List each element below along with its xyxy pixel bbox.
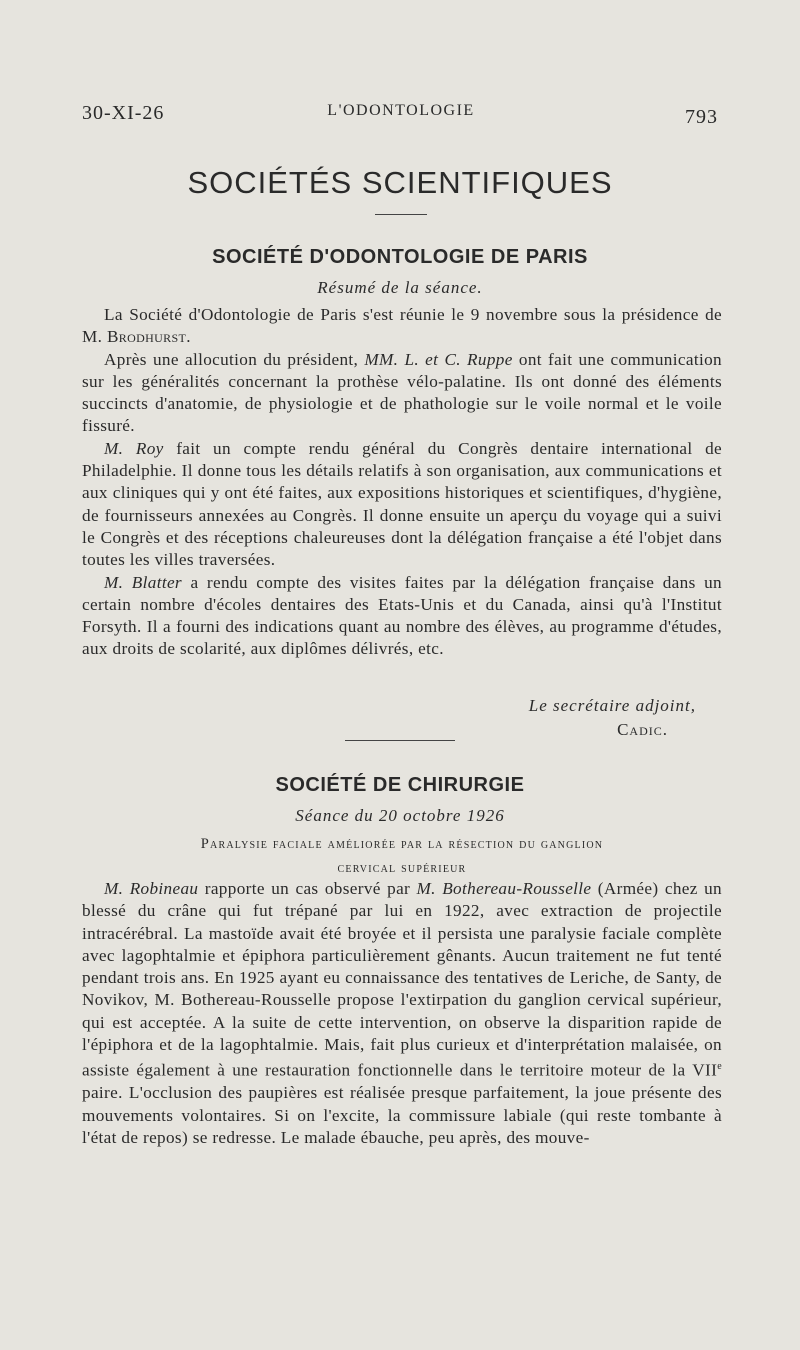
society-chirurgie-body <box>82 878 722 1149</box>
text: ont fait une communication sur les généralités concernant la prothèse vélo-palatine. Ils ont donné des éléments succincts d'anatomie, de physiologie et de phathologie sur le voile normal et le voile fissuré. <box>82 349 722 436</box>
person-name: M. Roy <box>104 438 164 458</box>
society-chirurgie-subtitle: Séance du 20 octobre 1926 <box>295 806 505 825</box>
text: . <box>186 327 191 347</box>
person-name: M. Bothereau-Rousselle <box>416 879 592 898</box>
article-title-line: Paralysie faciale améliorée par la résection du ganglion <box>200 836 604 852</box>
text: fait un compte rendu général du Congrès dentaire international de Philadelphie. Il donne tous les détails relatifs à son organisation, aux communications et aux cliniques qui y ont été faites, aux expositions historiques et scientifiques, d'hygiène, de fournisseurs annexées au Congrès. Il donne ensuite un aperçu du voyage qui a suivi le Congrès et des réceptions chaleureuses dont la délégation française a été l'objet dans toutes les villes traversées. <box>82 438 723 570</box>
society-divider <box>345 740 455 741</box>
society-odontologie-body <box>82 304 722 661</box>
paragraph <box>82 438 722 572</box>
running-head <box>82 102 720 132</box>
paragraph <box>82 878 722 1149</box>
person-name: Brodhurst <box>106 327 187 347</box>
society-odontologie-subtitle: Résumé de la séance. <box>317 278 483 297</box>
person-name: M. Blatter <box>104 572 182 592</box>
section-title: SOCIÉTÉS SCIENTIFIQUES <box>187 165 613 200</box>
issue-date: 30-XI-26 <box>82 102 165 124</box>
signature-name: Cadic. <box>617 720 668 739</box>
journal-name: L'ODONTOLOGIE <box>327 102 475 119</box>
text: paire. L'occlusion des paupières est réalisée presque parfaitement, la joue présente des mouvements volontaires. Si on l'excite, la commissure labiale (qui reste tombante à l'état de repos) se redresse. Le malade ébauche, peu après, des mouve- <box>82 1083 722 1147</box>
text: rapporte un cas observé par <box>198 879 417 898</box>
person-name: M. Robineau <box>104 879 199 898</box>
text: Après une allocution du président, <box>104 349 365 369</box>
paragraph <box>82 304 722 349</box>
society-chirurgie-title: SOCIÉTÉ DE CHIRURGIE <box>275 774 525 796</box>
superscript: e <box>717 1061 722 1073</box>
person-name: MM. L. et C. Ruppe <box>364 349 513 369</box>
text: (Armée) chez un blessé du crâne qui fut trépané par lui en 1922, avec extraction de projectile intracérébral. La mastoïde avait été broyée et il persista une paralysie faciale complète avec lagophtalmie et épiphora particulièrement gênants. Aucun traitement ne fut tenté pendant trois ans. En 1925 ayant eu connaissance des tentatives de Leriche, de Santy, de Novikov, M. Bothereau-Rousselle propose l'extirpation du ganglion cervical supérieur, qui est acceptée. A la suite de cette intervention, on observe la disparition rapide de l'épiphora et de la lagophtalmie. Mais, fait plus curieux et d'interprétation malaisée, on assiste également à une restauration fonctionnelle dans le territoire moteur de la VII <box>82 879 722 1081</box>
signature-block <box>529 694 696 742</box>
paragraph <box>82 349 722 438</box>
section-divider <box>375 214 427 215</box>
text: La Société d'Odontologie de Paris s'est réunie le 9 novembre sous la présidence de M. <box>82 305 722 347</box>
signature-role: Le secrétaire adjoint, <box>528 696 696 715</box>
article-title <box>82 832 722 880</box>
paragraph <box>82 572 722 661</box>
article-title-line: cervical supérieur <box>337 860 467 876</box>
page-number: 793 <box>685 106 718 128</box>
society-odontologie-title: SOCIÉTÉ D'ODONTOLOGIE DE PARIS <box>212 246 588 268</box>
text: a rendu compte des visites faites par la délégation française dans un certain nombre d'écoles dentaires des Etats-Unis et du Canada, ainsi qu'à l'Institut Forsyth. Il a fourni des indications quant au nombre des élèves, au programme d'études, aux droits de scolarité, aux diplômes délivrés, etc. <box>82 572 722 659</box>
